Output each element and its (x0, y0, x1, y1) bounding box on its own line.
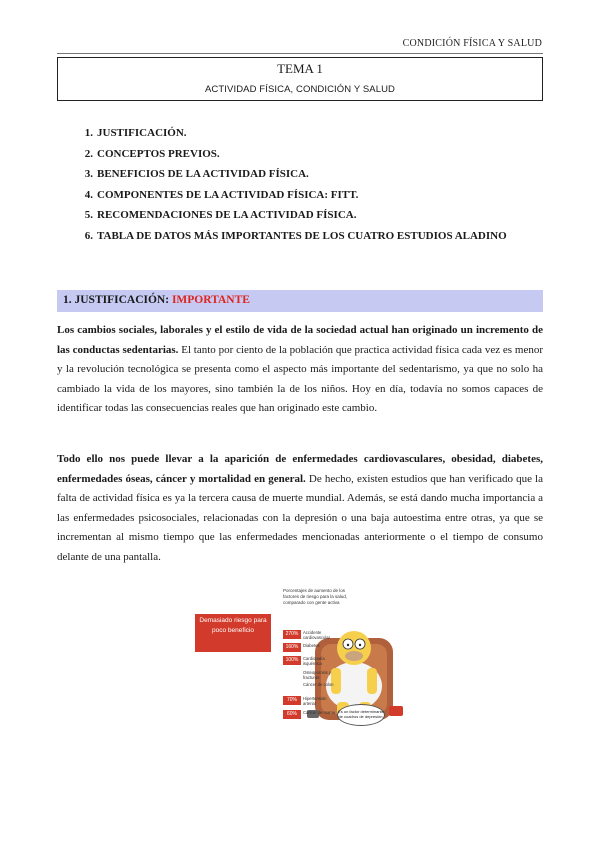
risk-row (283, 643, 337, 653)
title-box (57, 57, 543, 101)
risk-row (283, 710, 337, 720)
risk-row (283, 670, 337, 680)
toc-label: RECOMENDACIONES DE LA ACTIVIDAD FÍSICA. (97, 209, 357, 222)
risk-label: Osteoporosis y fracturas (303, 670, 331, 680)
important-tag: IMPORTANTE (171, 294, 250, 306)
toc-number: 1. (84, 127, 93, 139)
tema-title: TEMA 1 (277, 61, 323, 76)
toc-item (64, 188, 507, 209)
risk-label: Cardiopatía isquémica (303, 656, 325, 666)
toc-number: 2. (84, 147, 93, 160)
paragraph-2-bold: Todo ello nos puede llevar a la aparición de enfermedades cardiovasculares, obesidad, diabetes, enfermedades óseas, cáncer y mortalidad en general. (57, 453, 543, 485)
toc-number: 4. (84, 188, 93, 201)
toc-label: COMPONENTES DE LA ACTIVIDAD FÍSICA: FITT. (97, 188, 359, 201)
toc-number: 6. (84, 229, 93, 242)
risk-row (283, 682, 337, 692)
risk-label: Cáncer de mama (303, 710, 336, 715)
running-header: CONDICIÓN FÍSICA Y SALUD (402, 38, 542, 49)
risk-percent: 70% (283, 696, 301, 705)
risk-label: Accidente cardiovascular (303, 630, 330, 640)
table-of-contents (64, 126, 507, 250)
risk-percent: 60% (283, 710, 301, 719)
section-heading-bar (57, 290, 543, 312)
risk-percent: 270% (283, 630, 301, 639)
risk-label: Hipertensión arterial (303, 696, 327, 706)
toc-number: 5. (84, 209, 93, 222)
paragraph-1-text: El tanto por ciento de la población que practica actividad física cada vez es menor y la revolución tecnológica se presenta como el aspecto más importante del sedentarismo, ya que no solo ha cambiado la vida de los mayores, sino también la de los niños. Hoy en día, todavía no somos capaces de identificar todas las consecuencias reales que han originado este cambio. (57, 343, 543, 415)
sedentarism-figure (195, 586, 417, 736)
toc-label: BENEFICIOS DE LA ACTIVIDAD FÍSICA. (97, 168, 309, 181)
toc-label: JUSTIFICACIÓN. (97, 127, 187, 139)
header-rule (57, 53, 543, 54)
toc-label: TABLA DE DATOS MÁS IMPORTANTES DE LOS CUATRO ESTUDIOS ALADINO (97, 229, 507, 242)
toc-item (64, 167, 507, 188)
risk-label: Diabetes (303, 643, 320, 648)
paragraph-1 (57, 321, 543, 419)
depression-bubble: Es un factor determinante de cuadros de depresión. (337, 704, 385, 726)
toc-item (64, 126, 507, 147)
risk-percent (283, 670, 301, 679)
risk-row (283, 630, 337, 640)
toc-number: 3. (84, 168, 93, 181)
toc-item (64, 208, 507, 229)
section-heading-text: 1. JUSTIFICACIÓN: (63, 294, 172, 306)
risk-row (283, 696, 337, 706)
toc-label: CONCEPTOS PREVIOS. (97, 147, 220, 160)
risk-label: Cáncer de colon (303, 682, 334, 687)
section-heading (63, 294, 250, 306)
risk-percent (283, 682, 301, 691)
risk-percent: 160% (283, 643, 301, 652)
risk-pill: Demasiado riesgo para poco beneficio (195, 614, 271, 652)
tema-subtitle: ACTIVIDAD FÍSICA, CONDICIÓN Y SALUD (204, 84, 396, 95)
paragraph-2 (57, 450, 543, 568)
risk-row (283, 656, 337, 666)
paragraph-1-bold: Los cambios sociales, laborales y el estilo de vida de la sociedad actual han originado un incremento de las conductas sedentarias. (57, 324, 543, 356)
risk-percent: 100% (283, 656, 301, 665)
paragraph-2-text: De hecho, existen estudios que han verificado que la falta de actividad física es ya la tercera causa de muerte mundial. Además, se está dando mucha importancia a las enfermedades psicosociales, relacionadas con la depresión o una baja autoestima entre otras, ya que se incrementan al mismo tiempo que las enfermedades mencionadas anteriormente o el tiempo de consumo delante de una pantalla. (57, 472, 543, 563)
figure-heading: Porcentajes de aumento de los factores de riesgo para la salud, comparado con gente activa (283, 588, 348, 605)
toc-item (64, 229, 507, 250)
toc-item (64, 147, 507, 168)
